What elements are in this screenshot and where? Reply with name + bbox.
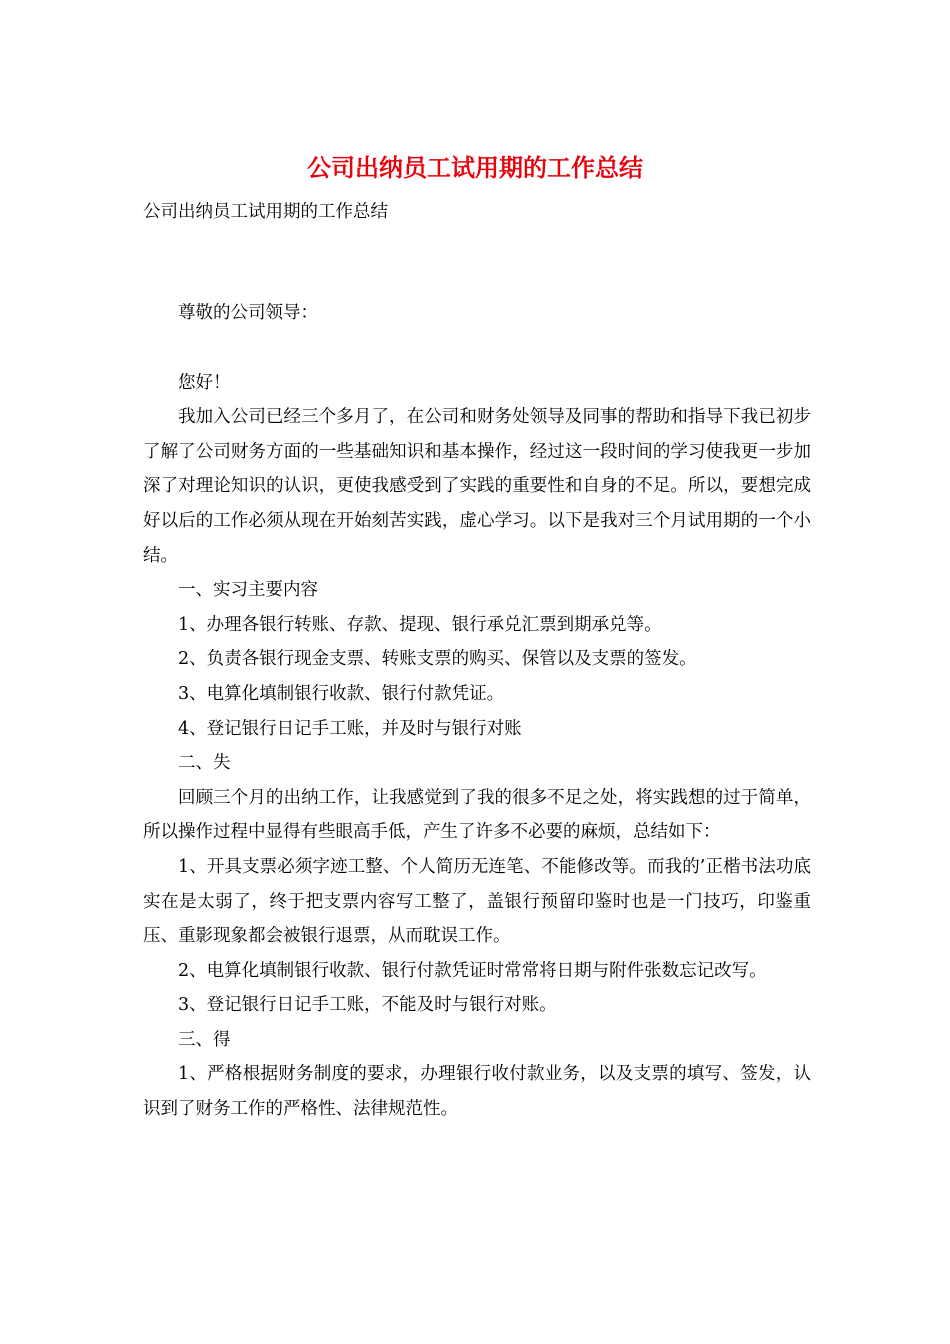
list-item: 1、严格根据财务制度的要求，办理银行收付款业务，以及支票的填写、签发，认识到了财务工作的严格性、法律规范性。: [143, 1064, 811, 1120]
list-item: 4、登记银行日记手工账，并及时与银行对账: [178, 718, 522, 739]
section-heading-2: 二、失: [178, 753, 231, 774]
document-title: 公司出纳员工试用期的工作总结: [307, 153, 643, 182]
salutation: 尊敬的公司领导：: [178, 303, 318, 323]
list-item: 3、登记银行日记手工账，不能及时与银行对账。: [178, 995, 557, 1016]
paragraph-review: 回顾三个月的出纳工作，让我感觉到了我的很多不足之处，将实践想的过于简单，所以操作过程中显得有些眼高手低，产生了许多不必要的麻烦，总结如下：: [143, 787, 811, 843]
paragraph-intro: 我加入公司已经三个多月了，在公司和财务处领导及同事的帮助和指导下我已初步了解了公司财务方面的一些基础知识和基本操作，经过这一段时间的学习使我更一步加深了对理论知识的认识，更使我感受到了实践的重要性和自身的不足。所以，要想完成好以后的工作必须从现在开始刻苦实践，虚心学习。以下是我对三个月试用期的一个小结。: [143, 407, 811, 566]
list-item: 2、负责各银行现金支票、转账支票的购买、保管以及支票的签发。: [178, 649, 697, 670]
section-heading-1: 一、实习主要内容: [178, 580, 318, 601]
document-subtitle: 公司出纳员工试用期的工作总结: [143, 202, 388, 222]
list-item: 1、办理各银行转账、存款、提现、银行承兑汇票到期承兑等。: [178, 614, 662, 635]
blank-line: [143, 331, 811, 366]
document-body: [143, 296, 811, 1127]
list-item: 2、电算化填制银行收款、银行付款凭证时常常将日期与附件张数忘记改写。: [178, 960, 767, 981]
section-heading-3: 三、得: [178, 1029, 231, 1050]
list-item: 3、电算化填制银行收款、银行付款凭证。: [178, 683, 505, 704]
greeting: 您好！: [178, 372, 231, 393]
list-item: 1、开具支票必须字迹工整、个人简历无连笔、不能修改等。而我的’正楷书法功底实在是太弱了，终于把支票内容写工整了，盖银行预留印鉴时也是一门技巧，印鉴重压、重影现象都会被银行退票，从而耽误工作。: [143, 856, 811, 947]
